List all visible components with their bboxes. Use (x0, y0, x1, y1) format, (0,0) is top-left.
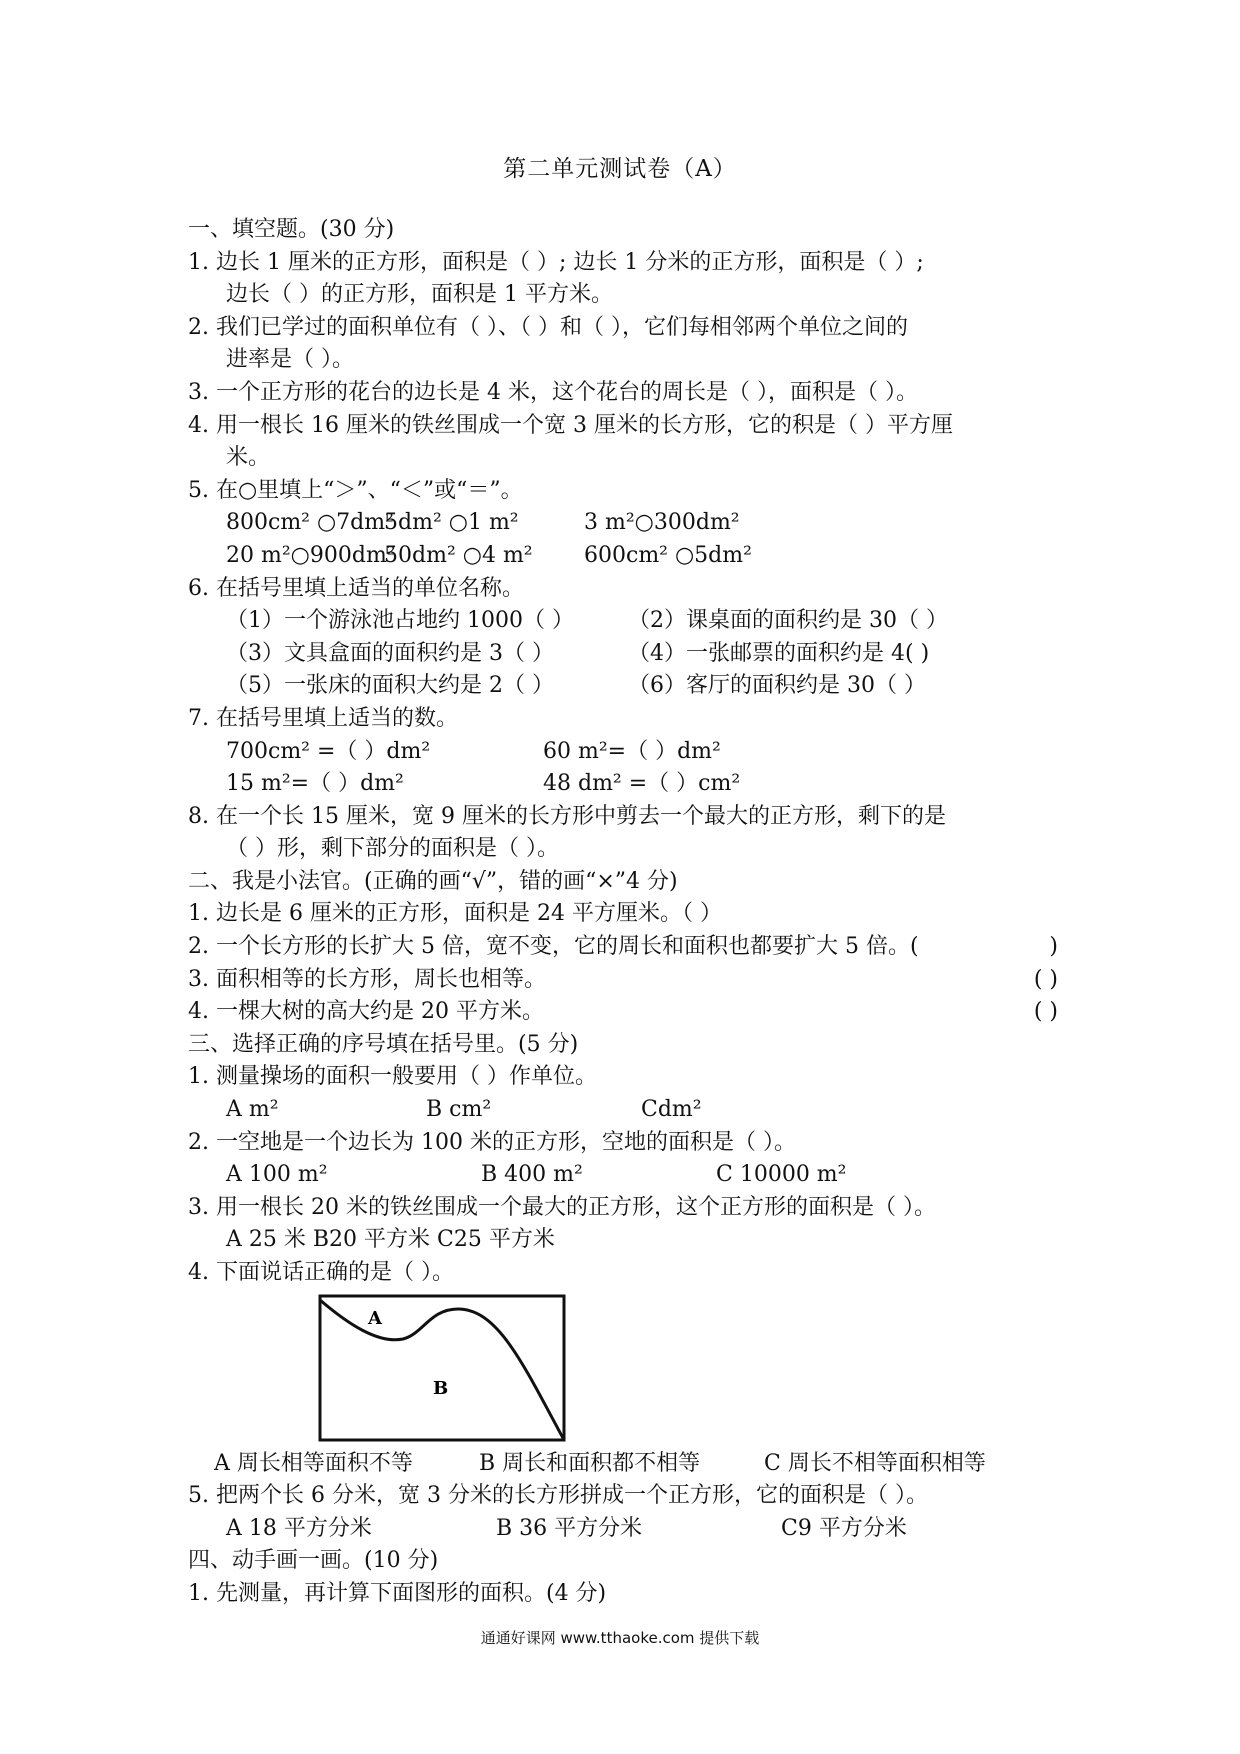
option-row: A 25 米 B20 平方米 C25 平方米 (226, 1227, 555, 1253)
question-text: 进率是（ ）。 (226, 347, 354, 373)
compare-row (188, 507, 1058, 540)
option: C 10000 m² (716, 1162, 847, 1188)
unit-item: （6）客厅的面积约是 30（ ） (628, 673, 926, 699)
exam-content (188, 214, 1058, 1611)
question-text: 边长（ ）的正方形，面积是 1 平方米。 (226, 282, 613, 308)
convert-row (188, 768, 1058, 801)
option-row (188, 1159, 1058, 1192)
question-text: 3. 一个正方形的花台的边长是 4 米，这个花台的周长是（ ），面积是（ ）。 (188, 379, 918, 405)
unit-row (188, 670, 1058, 703)
rectangle-curve-diagram (318, 1294, 568, 1444)
option-row (188, 1094, 1058, 1127)
question-text: 1. 边长 1 厘米的正方形，面积是（ ）; 边长 1 分米的正方形，面积是（ ）; (188, 249, 924, 275)
compare-item: 800cm² ○7dm² (226, 510, 394, 536)
option: A 周长相等面积不等 (214, 1450, 413, 1476)
judge-text: 3. 面积相等的长方形，周长也相等。 (188, 966, 546, 992)
option: B cm² (426, 1097, 492, 1123)
convert-row (188, 736, 1058, 769)
question-text: 3. 用一根长 20 米的铁丝围成一个最大的正方形，这个正方形的面积是（ ）。 (188, 1194, 936, 1220)
judge-item (188, 964, 1058, 997)
shape-figure (188, 1290, 1058, 1448)
judge-blank: ( ) (1033, 999, 1058, 1025)
judge-text: 2. 一个长方形的长扩大 5 倍，宽不变，它的周长和面积也都要扩大 5 倍。( (188, 934, 919, 960)
unit-item: （5）一张床的面积大约是 2（ ） (226, 673, 554, 699)
compare-item: 3 m²○300dm² (584, 510, 740, 536)
judge-item (188, 996, 1058, 1029)
question-text: 1. 测量操场的面积一般要用（ ）作单位。 (188, 1064, 597, 1090)
option: A 18 平方分米 (226, 1515, 372, 1541)
option: Cdm² (641, 1097, 702, 1123)
question-text: 8. 在一个长 15 厘米，宽 9 厘米的长方形中剪去一个最大的正方形，剩下的是 (188, 803, 946, 829)
question-text: （ ）形，剩下部分的面积是（ ）。 (226, 836, 559, 862)
convert-item: 15 m²=（ ）dm² (226, 771, 404, 797)
outer-rectangle (320, 1296, 564, 1440)
question-text: 1. 先测量，再计算下面图形的面积。(4 分) (188, 1580, 607, 1606)
question-text: 6. 在括号里填上适当的单位名称。 (188, 575, 524, 601)
section-heading-4: 四、动手画一画。(10 分) (188, 1548, 439, 1574)
option: A 100 m² (226, 1162, 328, 1188)
convert-item: 700cm² =（ ）dm² (226, 738, 431, 764)
unit-row (188, 638, 1058, 671)
judge-blank: ) (1049, 934, 1058, 960)
option: B 周长和面积都不相等 (479, 1450, 701, 1476)
option: B 400 m² (481, 1162, 583, 1188)
compare-row (188, 540, 1058, 573)
page-title: 第二单元测试卷（A） (503, 156, 737, 182)
question-text: 5. 把两个长 6 分米，宽 3 分米的长方形拼成一个正方形，它的面积是（ ）。 (188, 1483, 928, 1509)
question-text: 2. 我们已学过的面积单位有（ ）、（ ）和（ ），它们每相邻两个单位之间的 (188, 314, 908, 340)
region-label-a: A (368, 1307, 382, 1329)
option-row (188, 1513, 1058, 1546)
compare-item: 600cm² ○5dm² (584, 542, 752, 568)
unit-item: （2）课桌面的面积约是 30（ ） (628, 608, 948, 634)
dividing-curve (320, 1300, 564, 1440)
judge-text: 1. 边长是 6 厘米的正方形，面积是 24 平方厘米。（ ） (188, 901, 722, 927)
question-text: 7. 在括号里填上适当的数。 (188, 705, 458, 731)
judge-blank: ( ) (1033, 966, 1058, 992)
option: B 36 平方分米 (496, 1515, 643, 1541)
question-text: 米。 (226, 445, 271, 471)
question-text: 5. 在○里填上“＞”、“＜”或“＝”。 (188, 477, 523, 503)
download-footer: 通通好课网 www.tthaoke.com 提供下载 (480, 1629, 760, 1647)
option: C9 平方分米 (781, 1515, 907, 1541)
compare-item: 5dm² ○1 m² (384, 510, 519, 536)
region-label-b: B (433, 1377, 449, 1399)
option: C 周长不相等面积相等 (764, 1450, 986, 1476)
judge-item (188, 898, 1058, 931)
option: A m² (226, 1097, 279, 1123)
convert-item: 60 m²=（ ）dm² (543, 738, 721, 764)
unit-row (188, 605, 1058, 638)
option-row (188, 1448, 1058, 1481)
section-heading-2: 二、我是小法官。(正确的画“√”，错的画“×”4 分) (188, 868, 678, 894)
judge-text: 4. 一棵大树的高大约是 20 平方米。 (188, 999, 544, 1025)
judge-item (188, 931, 1058, 964)
unit-item: （3）文具盒面的面积约是 3（ ） (226, 640, 554, 666)
question-text: 2. 一空地是一个边长为 100 米的正方形，空地的面积是（ ）。 (188, 1129, 796, 1155)
convert-item: 48 dm² =（ ）cm² (543, 771, 741, 797)
question-text: 4. 下面说话正确的是（ ）。 (188, 1260, 454, 1285)
question-text: 4. 用一根长 16 厘米的铁丝围成一个宽 3 厘米的长方形，它的积是（ ）平方厘 (188, 412, 953, 438)
unit-item: （4）一张邮票的面积约是 4( ) (628, 640, 930, 666)
section-heading-1: 一、填空题。(30 分) (188, 217, 395, 242)
unit-item: （1）一个游泳池占地约 1000（ ） (226, 608, 574, 634)
compare-item: 50dm² ○4 m² (384, 542, 533, 568)
section-heading-3: 三、选择正确的序号填在括号里。(5 分) (188, 1031, 579, 1057)
compare-item: 20 m²○900dm² (226, 542, 396, 568)
